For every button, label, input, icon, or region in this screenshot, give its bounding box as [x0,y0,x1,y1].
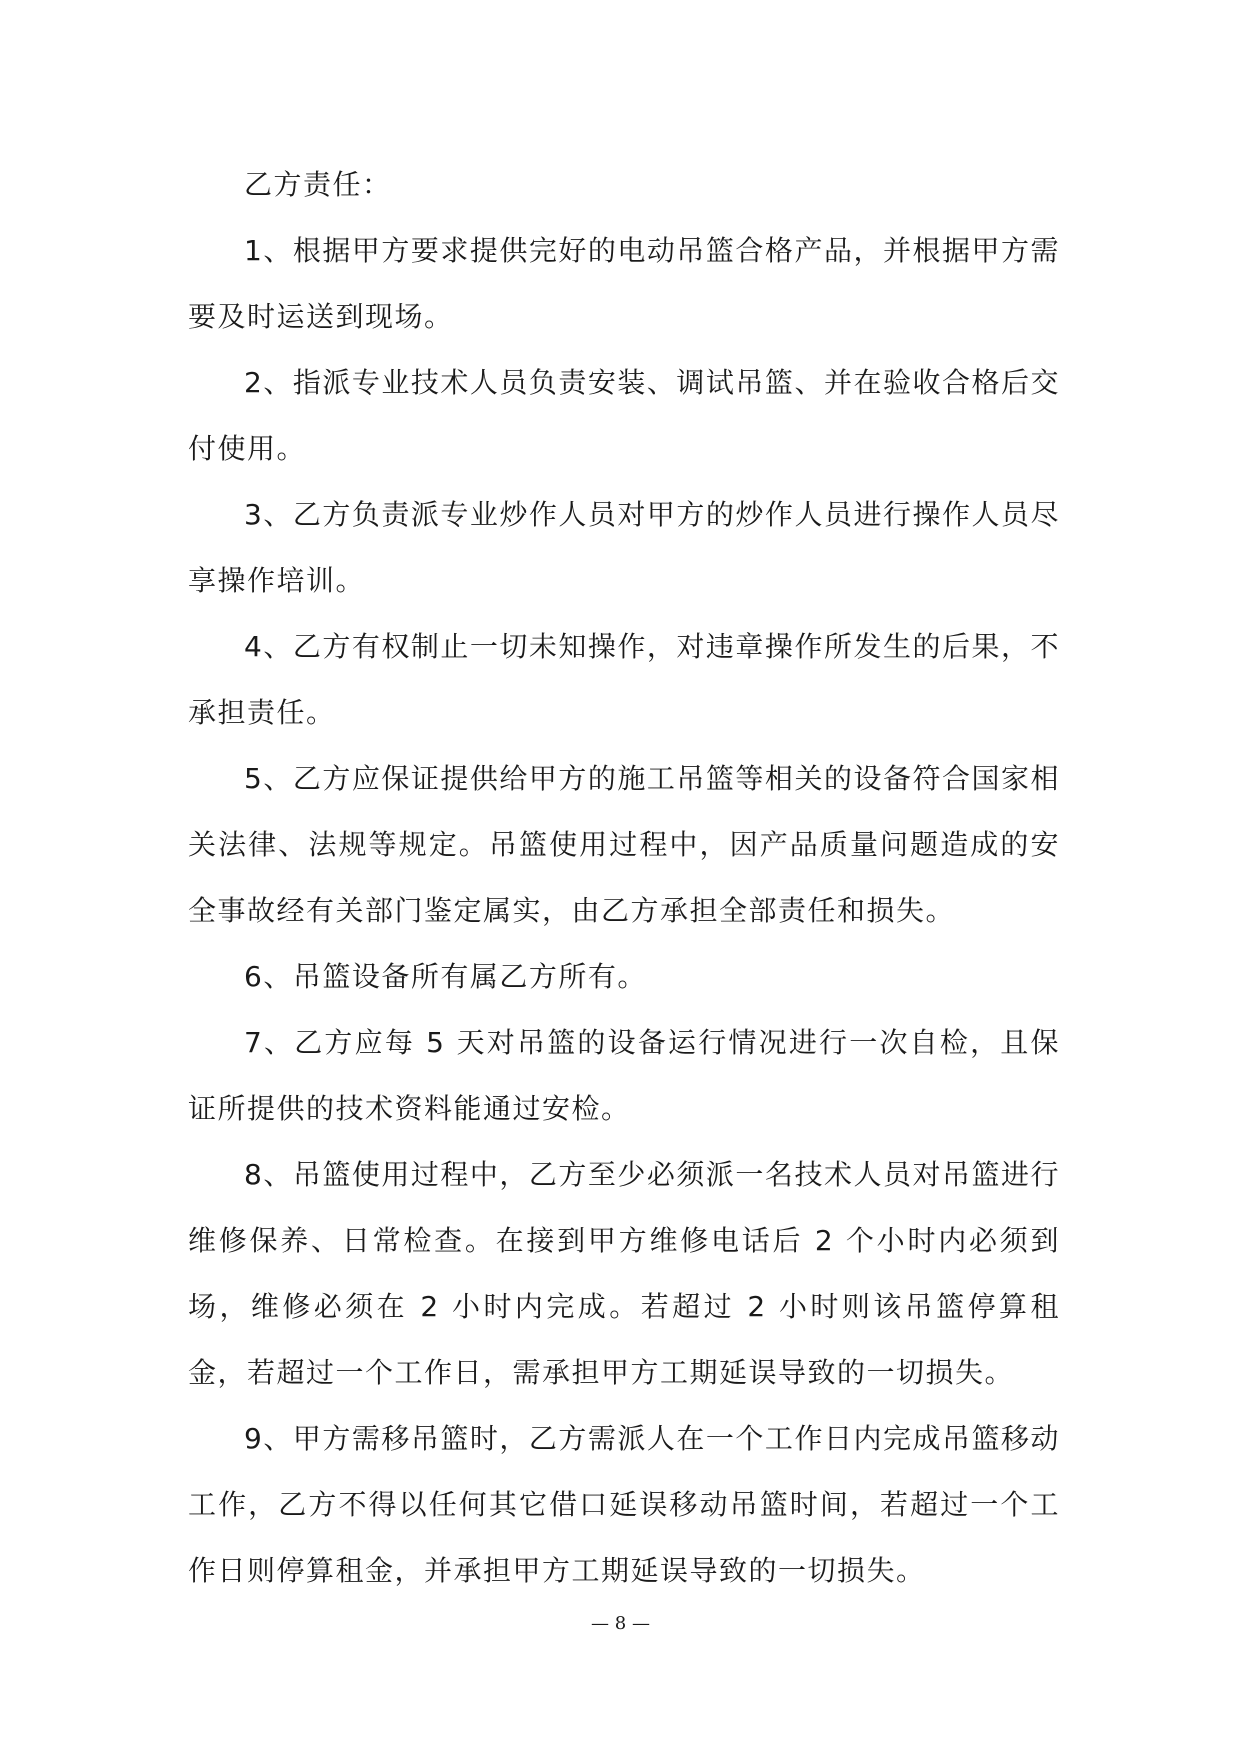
page-number: — 8 — [591,1613,650,1634]
clause-3: 3、乙方负责派专业炒作人员对甲方的炒作人员进行操作人员尽享操作培训。 [188,498,1060,597]
clause-2: 2、指派专业技术人员负责安装、调试吊篮、并在验收合格后交付使用。 [188,366,1060,465]
clause-7: 7、乙方应每 5 天对吊篮的设备运行情况进行一次自检，且保证所提供的技术资料能通过安检。 [188,1026,1060,1125]
section-heading: 乙方责任： [244,168,392,201]
clause-6: 6、吊篮设备所有属乙方所有。 [244,960,647,993]
clause-8: 8、吊篮使用过程中，乙方至少必须派一名技术人员对吊篮进行维修保养、日常检查。在接到甲方维修电话后 2 个小时内必须到场，维修必须在 2 小时内完成。若超过 2 小时则该吊篮停算租金，若超过一个工作日，需承担甲方工期延误导致的一切损失。 [188,1158,1060,1389]
clause-5: 5、乙方应保证提供给甲方的施工吊篮等相关的设备符合国家相关法律、法规等规定。吊篮使用过程中，因产品质量问题造成的安全事故经有关部门鉴定属实，由乙方承担全部责任和损失。 [188,762,1060,927]
clause-4: 4、乙方有权制止一切未知操作，对违章操作所发生的后果，不承担责任。 [188,630,1060,729]
document-body [188,152,1060,1604]
clause-1: 1、根据甲方要求提供完好的电动吊篮合格产品，并根据甲方需要及时运送到现场。 [188,234,1060,333]
clause-9: 9、甲方需移吊篮时，乙方需派人在一个工作日内完成吊篮移动工作，乙方不得以任何其它借口延误移动吊篮时间，若超过一个工作日则停算租金，并承担甲方工期延误导致的一切损失。 [188,1422,1060,1587]
